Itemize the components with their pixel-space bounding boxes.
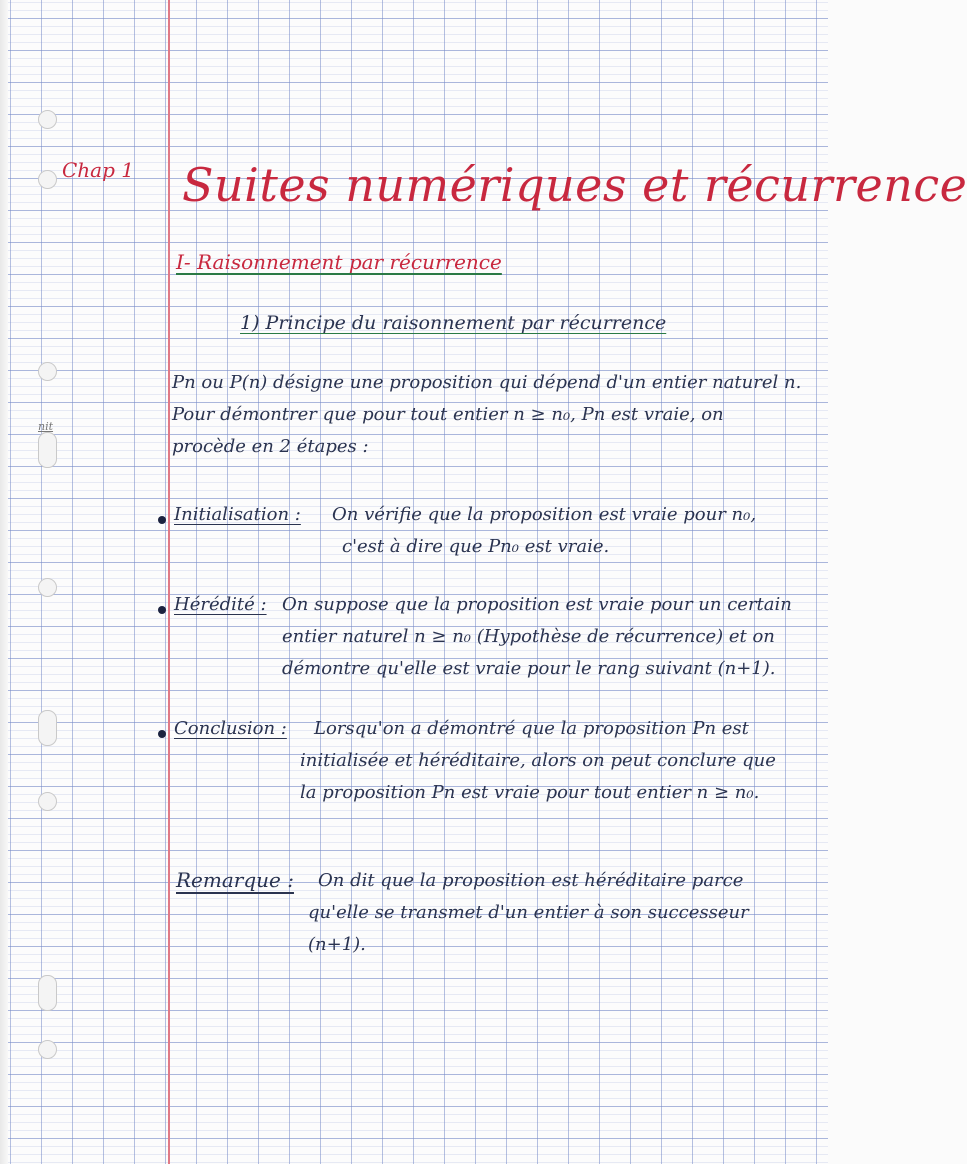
- punch-hole: [38, 975, 57, 1011]
- remarque-line: (n+1).: [308, 934, 366, 955]
- conclusion-label: Conclusion :: [174, 718, 287, 739]
- initialisation-label: Initialisation :: [174, 504, 301, 525]
- intro-line: Pour démontrer que pour tout entier n ≥ n₀, Pn est vraie, on: [172, 404, 724, 425]
- remarque-label: Remarque :: [176, 868, 294, 892]
- punch-hole: [38, 1040, 57, 1059]
- punch-hole: [38, 792, 57, 811]
- remarque-line: On dit que la proposition est héréditaire parce: [318, 870, 744, 891]
- heredite-line: On suppose que la proposition est vraie pour un certain: [282, 594, 792, 615]
- chapter-margin-note: Chap 1: [62, 158, 134, 182]
- heredite-line: démontre qu'elle est vraie pour le rang suivant (n+1).: [282, 658, 776, 679]
- conclusion-line: la proposition Pn est vraie pour tout entier n ≥ n₀.: [300, 782, 760, 803]
- conclusion-line: Lorsqu'on a démontré que la proposition Pn est: [314, 718, 749, 739]
- intro-line: procède en 2 étapes :: [172, 436, 369, 457]
- punch-hole: [38, 432, 57, 468]
- initialisation-line: c'est à dire que Pn₀ est vraie.: [342, 536, 610, 557]
- heredite-label: Hérédité :: [174, 594, 267, 615]
- punch-hole: [38, 710, 57, 746]
- punch-hole: [38, 170, 57, 189]
- torn-edge: [0, 0, 8, 1164]
- punch-hole: [38, 362, 57, 381]
- intro-line: Pn ou P(n) désigne une proposition qui dépend d'un entier naturel n.: [172, 372, 802, 393]
- section-heading: I- Raisonnement par récurrence: [176, 250, 502, 274]
- punch-hole: [38, 110, 57, 129]
- remarque-line: qu'elle se transmet d'un entier à son successeur: [308, 902, 749, 923]
- bullet-dot: [158, 516, 166, 524]
- initialisation-line: On vérifie que la proposition est vraie pour n₀,: [332, 504, 757, 525]
- bullet-dot: [158, 730, 166, 738]
- bullet-dot: [158, 606, 166, 614]
- subsection-heading: 1) Principe du raisonnement par récurrence: [240, 312, 667, 334]
- heredite-line: entier naturel n ≥ n₀ (Hypothèse de récurrence) et on: [282, 626, 775, 647]
- side-note: nit: [38, 420, 54, 433]
- page-title: Suites numériques et récurrence: [182, 158, 967, 212]
- margin-line: [168, 0, 170, 1164]
- conclusion-line: initialisée et héréditaire, alors on peut conclure que: [300, 750, 776, 771]
- punch-hole: [38, 578, 57, 597]
